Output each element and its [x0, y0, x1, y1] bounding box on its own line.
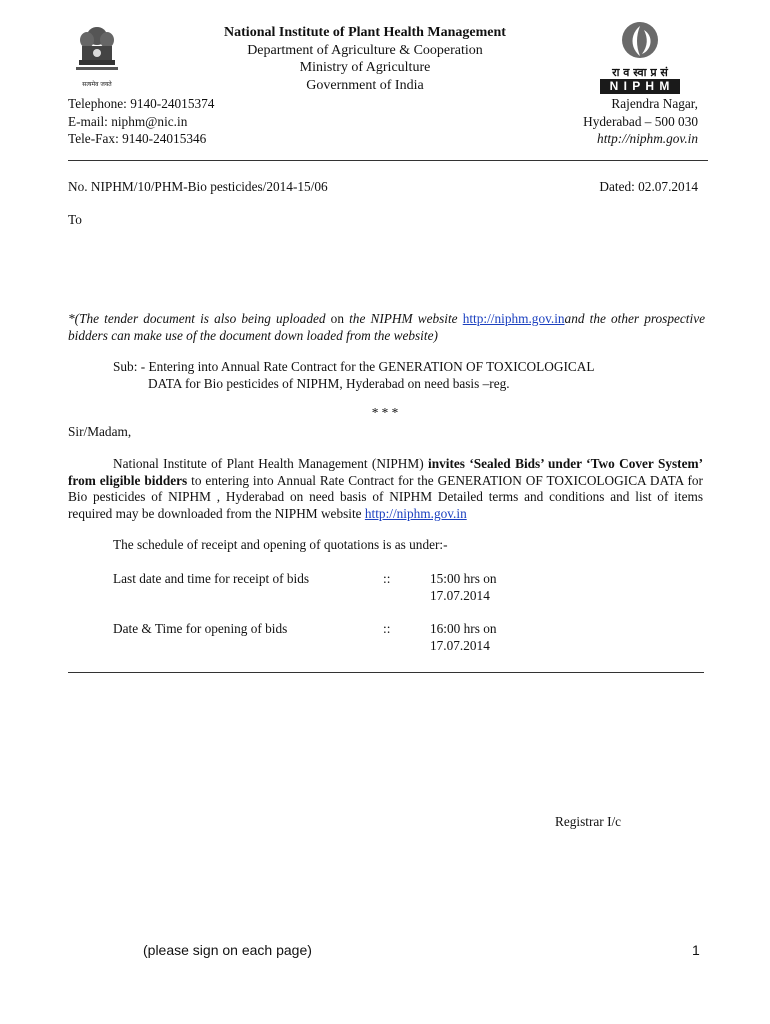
footer-note: (please sign on each page)	[143, 942, 312, 958]
schedule-time: 15:00 hrs on	[430, 571, 497, 586]
emblem-motto: सत्यमेव जयते	[82, 81, 112, 88]
niphm-website-link-2[interactable]: http://niphm.gov.in	[364, 505, 467, 521]
schedule-separator: ::	[383, 621, 391, 636]
schedule-intro: The schedule of receipt and opening of quotations is as under:-	[113, 537, 448, 552]
ministry-name: Ministry of Agriculture	[299, 60, 431, 75]
reference-number: No. NIPHM/10/PHM-Bio pesticides/2014-15/06	[68, 179, 328, 194]
schedule-label: Date & Time for opening of bids	[113, 621, 288, 636]
schedule-separator: ::	[383, 571, 391, 586]
schedule-date: 17.07.2014	[430, 588, 490, 603]
address-line-2: Hyderabad – 500 030	[583, 113, 698, 129]
government-name: Government of India	[306, 77, 424, 93]
schedule-date: 17.07.2014	[430, 638, 490, 653]
schedule-time: 16:00 hrs on	[430, 621, 497, 636]
institute-name: National Institute of Plant Health Management	[224, 25, 506, 40]
subject	[113, 358, 594, 392]
header-divider	[68, 160, 708, 161]
separator-stars: * * *	[371, 405, 399, 420]
body-paragraph: National Institute of Plant Health Management (NIPHM) invites ‘Sealed Bids’ under ‘Two Cover System’ from eligible bidders to entering into Annual Rate Contract for the GENERATION OF TOXICOLOGICA DATA for Bio pesticides of NIPHM , Hyderabad on need basis of NIPHM Detailed terms and conditions and list of items required may be downloaded from the NIPHM website http://niphm.gov.in	[68, 456, 703, 521]
website-link[interactable]: http://niphm.gov.in	[597, 131, 698, 146]
niphm-website-link[interactable]: http://niphm.gov.in	[462, 311, 565, 326]
niphm-logo	[600, 20, 680, 92]
leaf-logo-icon	[600, 20, 680, 62]
department-name: Department of Agriculture & Cooperation	[247, 42, 483, 58]
national-emblem	[70, 22, 124, 88]
lion-capital-icon	[70, 22, 124, 78]
signatory: Registrar I/c	[555, 814, 622, 829]
page-number: 1	[692, 942, 700, 958]
logo-niphm-text: N I P H M	[600, 79, 680, 94]
logo-hindi-text: रा व स्वा प्र सं	[612, 66, 668, 79]
addressee-to: To	[68, 212, 82, 227]
schedule-label: Last date and time for receipt of bids	[113, 571, 310, 586]
subject-line-1: Sub: - Entering into Annual Rate Contract for the GENERATION OF TOXICOLOGICAL	[113, 359, 595, 374]
email: E-mail: niphm@nic.in	[68, 113, 188, 129]
schedule-divider	[68, 672, 704, 673]
subject-line-2: DATA for Bio pesticides of NIPHM, Hyderabad on need basis –reg.	[148, 376, 510, 391]
telephone: Telephone: 9140-24015374	[68, 96, 215, 111]
salutation: Sir/Madam,	[68, 424, 132, 439]
telefax: Tele-Fax: 9140-24015346	[68, 131, 207, 146]
letter-date: Dated: 02.07.2014	[599, 179, 698, 194]
tender-note: *(The tender document is also being uploaded on the NIPHM website http://niphm.gov.inand the other prospective bidders can make use of the document down loaded from the website)	[68, 311, 705, 343]
address-line-1: Rajendra Nagar,	[611, 96, 698, 111]
